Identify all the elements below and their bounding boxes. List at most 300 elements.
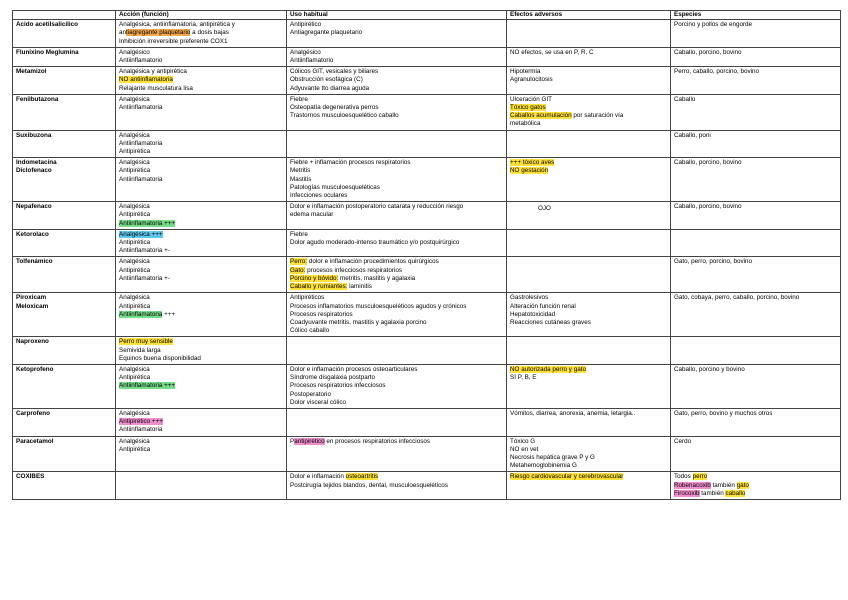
accion-line [119, 374, 284, 382]
efectos-cell [507, 408, 671, 436]
uso-line [290, 211, 504, 219]
drug-name: Suxibuzona [16, 131, 52, 139]
text-segment: Cólicos GIT, vesicales y biliares [290, 68, 379, 76]
uso-cell [287, 436, 507, 472]
text-segment: Ulceración GIT [510, 95, 552, 103]
highlighted-text: Antipirético +++ [119, 418, 163, 426]
text-segment: Analgésico [119, 48, 150, 56]
uso-line [290, 85, 504, 93]
drug-name-cell [13, 47, 116, 66]
accion-line [119, 438, 284, 446]
text-segment: Antiinflamatoria [119, 426, 163, 434]
uso-line [290, 239, 504, 247]
highlighted-text: perro [692, 473, 708, 481]
uso-line [290, 275, 504, 283]
especies-cell [671, 229, 841, 257]
text-segment: Tóxico G [510, 437, 536, 445]
text-segment: Fiebre + inflamación procesos respiratorios [290, 159, 411, 167]
especies-line [674, 203, 838, 211]
text-segment: Reacciones cutáneas graves [510, 318, 591, 326]
text-segment: Analgésica [119, 437, 150, 445]
efectos-line [510, 96, 668, 104]
text-segment: Antipirético [290, 21, 322, 29]
especies-line [674, 294, 838, 302]
accion-line [119, 176, 284, 184]
text-segment: Dolor e inflamación [290, 473, 346, 481]
text-segment: Caballo, porcino, bovino [674, 203, 742, 211]
text-segment: Caballo, porcino y bovino [674, 365, 745, 373]
text-segment: Procesos respiratorios [290, 310, 353, 318]
accion-line [119, 418, 284, 426]
efectos-cell [507, 20, 671, 48]
uso-line [290, 473, 504, 481]
table-row [13, 364, 841, 408]
especies-line [674, 21, 838, 29]
text-segment: NO en vet [510, 445, 539, 453]
accion-line [119, 294, 284, 302]
table-row [13, 202, 841, 230]
drug-name: Piroxicam [16, 294, 47, 302]
uso-line [290, 399, 504, 407]
accion-cell [116, 293, 287, 337]
especies-cell [671, 257, 841, 293]
text-segment: Procesos respiratorios infecciosos [290, 382, 386, 390]
text-segment: Postcirugía tejidos blandos, dental, musculoesqueléticos [290, 481, 448, 489]
uso-line [290, 184, 504, 192]
text-segment: an [119, 29, 127, 37]
efectos-line [510, 104, 668, 112]
efectos-cell [507, 293, 671, 337]
uso-line [290, 104, 504, 112]
uso-cell [287, 293, 507, 337]
accion-line [119, 68, 284, 76]
drug-name: Fenilbutazona [16, 95, 59, 103]
drug-name-cell [13, 130, 116, 158]
efectos-line [510, 473, 668, 481]
uso-cell [287, 408, 507, 436]
text-segment: Mastitis [290, 175, 312, 183]
text-segment: laminitis [347, 283, 372, 291]
text-segment: Antipirética [119, 374, 151, 382]
accion-line [119, 267, 284, 275]
text-segment: Coadyuvante metritis, mastitis y agalaxia porcino [290, 318, 427, 326]
table-row [13, 257, 841, 293]
text-segment: procesos infecciosos respiratorios [305, 266, 402, 274]
text-segment: Agranulocitosis [510, 76, 553, 84]
drug-name: Meloxicam [16, 302, 49, 310]
accion-line [119, 159, 284, 167]
accion-cell [116, 408, 287, 436]
drug-name: Ketorolaco [16, 230, 49, 238]
efectos-cell [507, 472, 671, 500]
uso-cell [287, 202, 507, 230]
accion-line [119, 167, 284, 175]
text-segment: Analgésica, antiinflamatoria, antipirética y [119, 21, 235, 29]
accion-cell [116, 130, 287, 158]
text-segment: Antipirética [119, 302, 151, 310]
accion-line [119, 21, 284, 29]
drug-name: Diclofenaco [16, 167, 52, 175]
especies-cell [671, 337, 841, 365]
highlighted-text: Riesgo cardiovascular y cerebrovascular [510, 473, 624, 481]
drug-name: Paracetamol [16, 437, 54, 445]
text-segment: Antipirética [119, 266, 151, 274]
highlighted-text: Antiinflamatoria [119, 310, 163, 318]
text-segment: Antiinflamatorio [290, 57, 334, 65]
text-segment: Analgésica [119, 258, 150, 266]
text-segment: +++ [162, 310, 176, 318]
efectos-note: OJO [538, 205, 551, 213]
efectos-line [510, 68, 668, 76]
accion-line [119, 76, 284, 84]
drug-name-cell [13, 67, 116, 95]
table-row [13, 67, 841, 95]
especies-cell [671, 364, 841, 408]
efectos-cell [507, 94, 671, 130]
text-segment: Gato, perro, bovino y muchos otros [674, 409, 773, 417]
table-row [13, 472, 841, 500]
uso-cell [287, 229, 507, 257]
highlighted-text: NO autorizada perro y gato [510, 365, 586, 373]
drug-name-cell [13, 202, 116, 230]
accion-cell [116, 337, 287, 365]
accion-line [119, 104, 284, 112]
accion-line [119, 132, 284, 140]
text-segment: Analgésica [119, 294, 150, 302]
uso-cell [287, 67, 507, 95]
uso-line [290, 192, 504, 200]
text-segment: Trastornos musculoesquelético caballo [290, 112, 399, 120]
accion-line [119, 211, 284, 219]
accion-line [119, 231, 284, 239]
efectos-cell [507, 337, 671, 365]
text-segment: Perro, caballo, porcino, bovino [674, 68, 760, 76]
table-row [13, 293, 841, 337]
uso-cell [287, 130, 507, 158]
efectos-cell [507, 202, 671, 230]
accion-line [119, 347, 284, 355]
table-row [13, 158, 841, 202]
uso-line [290, 21, 504, 29]
drug-name-cell [13, 20, 116, 48]
uso-cell [287, 20, 507, 48]
especies-cell [671, 67, 841, 95]
accion-cell [116, 20, 287, 48]
especies-cell [671, 20, 841, 48]
efectos-cell [507, 67, 671, 95]
uso-line [290, 76, 504, 84]
table-row [13, 229, 841, 257]
especies-cell [671, 130, 841, 158]
drug-name-cell [13, 293, 116, 337]
text-segment: Analgésica [119, 409, 150, 417]
table-header [13, 11, 841, 20]
text-segment: Todos [674, 473, 693, 481]
drug-name: Flunixino Meglumina [16, 48, 79, 56]
uso-cell [287, 337, 507, 365]
accion-cell [116, 257, 287, 293]
efectos-cell [507, 257, 671, 293]
accion-line [119, 239, 284, 247]
highlighted-text: Tóxico gatos [510, 104, 546, 112]
accion-cell [116, 202, 287, 230]
text-segment: Relajante musculatura lisa [119, 84, 193, 92]
text-segment: Síndrome disgalaxia postparto [290, 374, 376, 382]
especies-line [674, 49, 838, 57]
uso-line [290, 57, 504, 65]
text-segment: Gato, cobaya, perro, caballo, porcino, bovino [674, 294, 800, 302]
efectos-cell [507, 229, 671, 257]
efectos-line [510, 374, 668, 382]
highlighted-text: Firocoxib [674, 489, 700, 497]
especies-line [674, 159, 838, 167]
text-segment: Inhibición irreversible preferente COX1 [119, 37, 228, 45]
table-row [13, 436, 841, 472]
uso-line [290, 176, 504, 184]
uso-line [290, 258, 504, 266]
highlighted-text: Caballos acumulación [510, 112, 572, 120]
text-segment: Antipirética [119, 167, 151, 175]
text-segment: Equinos buena disponibilidad [119, 354, 201, 362]
efectos-line [510, 454, 668, 462]
text-segment: Fiebre [290, 95, 308, 103]
uso-line [290, 482, 504, 490]
uso-cell [287, 472, 507, 500]
drug-name-cell [13, 337, 116, 365]
text-segment: Antiinflamatoria [119, 175, 163, 183]
text-segment: metabólica [510, 120, 541, 128]
drug-name: Naproxeno [16, 338, 49, 346]
drug-name-cell [13, 408, 116, 436]
uso-line [290, 374, 504, 382]
efectos-line [510, 366, 668, 374]
uso-cell [287, 94, 507, 130]
accion-cell [116, 229, 287, 257]
text-segment: Antipiréticos [290, 294, 325, 302]
text-segment: dolor e inflamación procedimientos quirúrgicos [307, 258, 439, 266]
text-segment: Porcino y pollos de engorde [674, 21, 753, 29]
text-segment: por saturación vía [571, 112, 624, 120]
text-segment: Obstrucción esofágica (C) [290, 76, 363, 84]
uso-line [290, 203, 504, 211]
text-segment: Osteopatía degenerativa perros [290, 104, 379, 112]
text-segment: Analgésica [119, 131, 150, 139]
especies-cell [671, 408, 841, 436]
highlighted-text: gato [736, 481, 749, 489]
table-row [13, 408, 841, 436]
especies-line [674, 482, 838, 490]
text-segment: Antipirética [119, 148, 151, 156]
text-segment: Antiinflamatorio [119, 57, 163, 65]
text-segment: Hipotermia [510, 68, 541, 76]
text-segment: Infecciones oculares [290, 192, 348, 200]
table-row [13, 47, 841, 66]
especies-cell [671, 436, 841, 472]
efectos-line [510, 76, 668, 84]
text-segment: Analgésico [290, 48, 321, 56]
uso-line [290, 438, 504, 446]
text-segment: Dolor e inflamación procesos osteoarticulares [290, 365, 418, 373]
drug-name: Metamizol [16, 68, 47, 76]
drug-name: Carprofeno [16, 409, 50, 417]
table-row [13, 130, 841, 158]
accion-line [119, 275, 284, 283]
uso-line [290, 68, 504, 76]
drug-name-cell [13, 257, 116, 293]
text-segment: SÍ P, B, E [510, 374, 537, 382]
uso-line [290, 267, 504, 275]
drug-name: Tolfenámico [16, 258, 53, 266]
uso-line [290, 167, 504, 175]
text-segment: Analgésica [119, 203, 150, 211]
text-segment: Vómitos, diarrea, anorexia, anemia, letargia.. [510, 409, 636, 417]
uso-line [290, 231, 504, 239]
highlighted-text: NO antiinflamatoria [119, 76, 173, 84]
efectos-cell [507, 436, 671, 472]
especies-line [674, 96, 838, 104]
accion-line [119, 85, 284, 93]
text-segment: Dolor agudo moderado-intenso traumático y/o postquirúrgico [290, 239, 460, 247]
efectos-line [510, 319, 668, 327]
text-segment: Antiinflamatoria [119, 104, 163, 112]
efectos-cell [507, 158, 671, 202]
uso-cell [287, 47, 507, 66]
uso-line [290, 366, 504, 374]
accion-cell [116, 436, 287, 472]
text-segment: Analgésica [119, 365, 150, 373]
accion-line [119, 410, 284, 418]
especies-line [674, 473, 838, 481]
uso-cell [287, 158, 507, 202]
text-segment: Hepatotoxicidad [510, 310, 556, 318]
efectos-line [510, 120, 668, 128]
uso-line [290, 311, 504, 319]
efectos-cell [507, 130, 671, 158]
accion-line [119, 203, 284, 211]
text-segment: Procesos inflamatorios musculoesqueléticos agudos y crónicos [290, 302, 467, 310]
text-segment: también [710, 481, 737, 489]
header-especies: Especies [671, 11, 841, 20]
text-segment: Antiinflamatoria +- [119, 274, 170, 282]
nsaid-table [12, 10, 841, 500]
accion-cell [116, 364, 287, 408]
uso-line [290, 49, 504, 57]
text-segment: metritis, mastitis y agalaxia [338, 274, 416, 282]
especies-line [674, 410, 838, 418]
drug-name-cell [13, 472, 116, 500]
header-drug [13, 11, 116, 20]
highlighted-text: osteoartritis [345, 473, 379, 481]
accion-line [119, 311, 284, 319]
accion-line [119, 38, 284, 46]
highlighted-text: antipirético [294, 437, 325, 445]
drug-name-cell [13, 229, 116, 257]
text-segment: Cólico caballo [290, 327, 330, 335]
highlighted-text: +++ tóxico aves [510, 159, 555, 167]
efectos-line [510, 49, 668, 57]
text-segment: Caballo, porcino, bovino [674, 159, 742, 167]
especies-cell [671, 293, 841, 337]
efectos-cell [507, 364, 671, 408]
accion-cell [116, 47, 287, 66]
efectos-line [510, 167, 668, 175]
text-segment: Analgésica y antipirética [119, 68, 187, 76]
header-uso: Uso habitual [287, 11, 507, 20]
drug-name: COXIBES [16, 473, 45, 481]
text-segment: Analgésica [119, 95, 150, 103]
uso-line [290, 327, 504, 335]
text-segment: Metritis [290, 167, 311, 175]
especies-line [674, 132, 838, 140]
highlighted-text: NO gestación [510, 167, 549, 175]
accion-cell [116, 472, 287, 500]
text-segment: edema macular [290, 211, 334, 219]
text-segment: Caballo, porcino, bovino [674, 48, 742, 56]
especies-line [674, 490, 838, 498]
text-segment: Antiinflamatoria [119, 139, 163, 147]
drug-name: Nepafenaco [16, 203, 52, 211]
uso-line [290, 391, 504, 399]
text-segment: Metahemoglobinemia G [510, 462, 577, 470]
accion-line [119, 338, 284, 346]
table-row [13, 94, 841, 130]
uso-line [290, 382, 504, 390]
text-segment: Dolor visceral cólico [290, 398, 346, 406]
text-segment: Antiagregante plaquetario [290, 29, 363, 37]
text-segment: Antipirética [119, 445, 151, 453]
especies-line [674, 68, 838, 76]
efectos-line [510, 462, 668, 470]
accion-line [119, 57, 284, 65]
accion-cell [116, 158, 287, 202]
especies-cell [671, 158, 841, 202]
text-segment: Semivida larga [119, 346, 161, 354]
highlighted-text: tiagregante plaquetario [126, 29, 191, 37]
especies-line [674, 438, 838, 446]
uso-line [290, 96, 504, 104]
highlighted-text: Perro muy sensible [119, 338, 173, 346]
especies-cell [671, 202, 841, 230]
highlighted-text: Perro: [290, 258, 308, 266]
drug-name-cell [13, 158, 116, 202]
accion-line [119, 29, 284, 37]
uso-line [290, 303, 504, 311]
accion-line [119, 49, 284, 57]
header-row [13, 11, 841, 20]
efectos-line [510, 438, 668, 446]
header-accion: Acción (función) [116, 11, 287, 20]
text-segment: Caballo, poni [674, 131, 711, 139]
accion-line [119, 366, 284, 374]
header-efectos: Efectos adversos [507, 11, 671, 20]
drug-name-cell [13, 364, 116, 408]
highlighted-text: Analgésica +++ [119, 230, 163, 238]
text-segment: Patologías musculoesqueléticas [290, 183, 380, 191]
efectos-line [510, 311, 668, 319]
table-row [13, 337, 841, 365]
table-row [13, 20, 841, 48]
text-segment: Gato, perro, porcino, bovino [674, 258, 753, 266]
text-segment: Cerdo [674, 437, 692, 445]
uso-cell [287, 364, 507, 408]
text-segment: también [699, 489, 726, 497]
drug-name: Ácido acetilsalicílico [16, 21, 78, 29]
accion-line [119, 303, 284, 311]
text-segment: Caballo [674, 95, 696, 103]
especies-line [674, 366, 838, 374]
text-segment: Adyuvante tto diarrea aguda [290, 84, 370, 92]
accion-line [119, 148, 284, 156]
